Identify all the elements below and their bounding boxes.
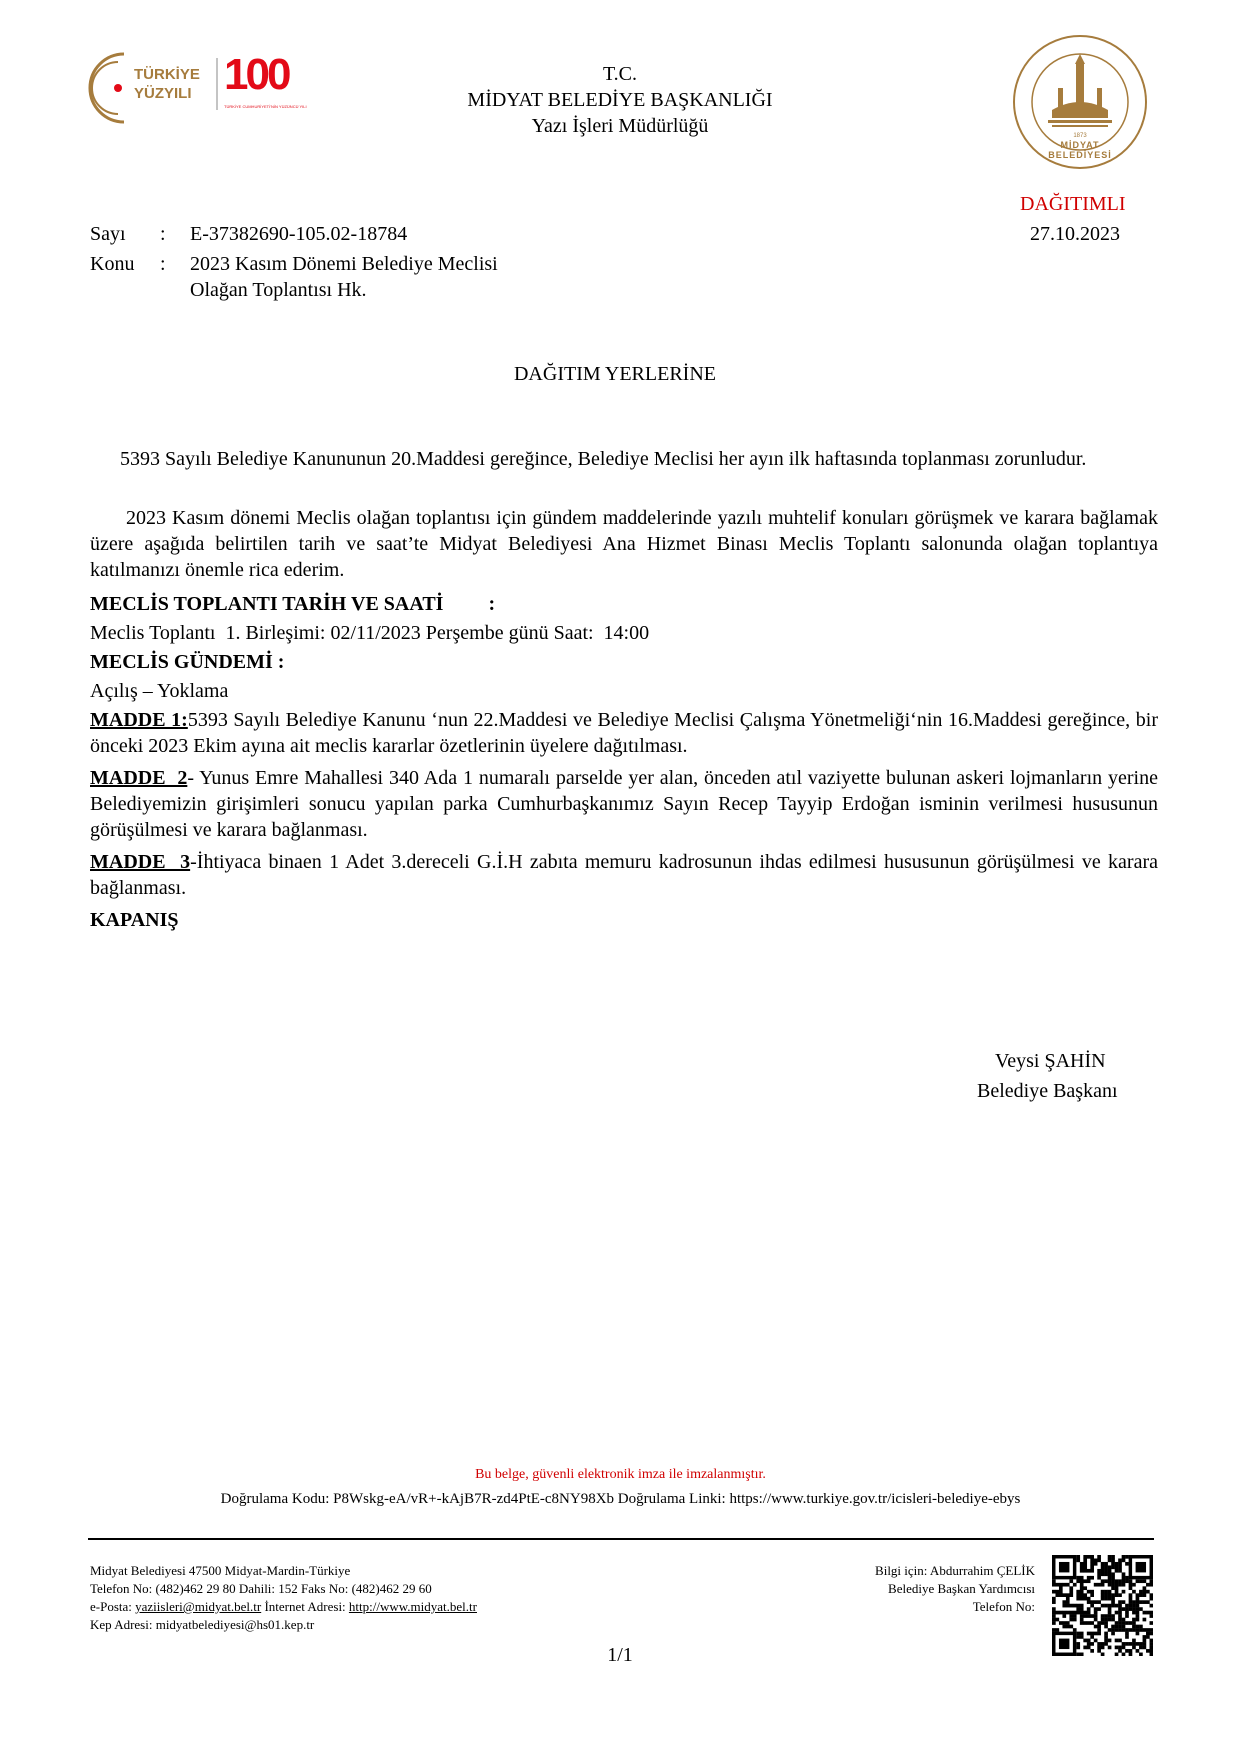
paragraph-2-text: 2023 Kasım dönemi Meclis olağan toplantısı için gündem maddelerinde yazılı muhtelif konuları görüşmek ve karara bağlamak üzere aşağıda belirtilen tarih ve saat’te Midyat Belediyesi Ana Hizmet Binası Meclis Toplantı salonunda olağan toplantıya katılmanızı önemle rica ederim. — [90, 507, 1158, 581]
agenda-heading: MECLİS GÜNDEMİ : — [90, 651, 285, 673]
footer-kep: Kep Adresi: midyatbelediyesi@hs01.kep.tr — [90, 1617, 315, 1632]
qr-code-icon — [1052, 1555, 1153, 1656]
meeting-heading-colon: : — [488, 593, 496, 615]
footer-divider — [88, 1538, 1154, 1540]
signatory-title: Belediye Başkanı — [977, 1080, 1118, 1102]
agenda-item-3-text: -İhtiyaca binaen 1 Adet 3.dereceli G.İ.H zabıta memuru kadrosunun ihdas edilmesi hususunun görüşülmesi ve karara bağlanması. — [90, 851, 1158, 899]
footer-email-label: e-Posta: — [90, 1599, 136, 1614]
sayi-value: E-37382690-105.02-18784 — [190, 223, 408, 245]
konu-line1: 2023 Kasım Dönemi Belediye Meclisi — [190, 253, 498, 275]
agenda-closing: KAPANIŞ — [90, 909, 179, 931]
meeting-heading — [90, 591, 495, 617]
midyat-belediyesi-seal — [1012, 34, 1148, 170]
footer-info-line1: Bilgi için: Abdurrahim ÇELİK — [875, 1563, 1035, 1578]
sayi-colon: : — [160, 223, 166, 245]
logo-text-turkiye: TÜRKİYE — [134, 66, 200, 83]
document-date: 27.10.2023 — [1030, 223, 1120, 245]
logo-100: 100 — [224, 50, 289, 99]
meeting-detail: Meclis Toplantı 1. Birleşimi: 02/11/2023 Perşembe günü Saat: 14:00 — [90, 622, 650, 644]
addressee: DAĞITIM YERLERİNE — [513, 363, 716, 385]
agenda-item-1 — [90, 707, 1158, 759]
paragraph-2 — [90, 505, 1158, 583]
konu-line2: Olağan Toplantısı Hk. — [190, 279, 367, 301]
meeting-heading-text: MECLİS TOPLANTI TARİH VE SAATİ — [90, 593, 444, 615]
seal-year: 1873 — [1073, 133, 1087, 139]
footer-web-link[interactable]: http://www.midyat.bel.tr — [348, 1599, 477, 1614]
logo-text-yuzyili: YÜZYILI — [134, 85, 192, 102]
footer-address: Midyat Belediyesi 47500 Midyat-Mardin-Türkiye — [90, 1563, 351, 1578]
footer-web-label: İnternet Adresi: — [261, 1599, 349, 1614]
header-department: Yazı İşleri Müdürlüğü — [531, 115, 709, 137]
footer-info-line2: Belediye Başkan Yardımcısı — [888, 1581, 1035, 1596]
agenda-item-2-label: MADDE 2 — [90, 767, 188, 789]
agenda-item-3 — [90, 849, 1158, 901]
agenda-item-1-label: MADDE 1: — [90, 709, 188, 731]
agenda-item-1-text: 5393 Sayılı Belediye Kanunu ‘nun 22.Maddesi ve Belediye Meclisi Çalışma Yönetmeliği‘nin 16.Maddesi gereğince, bir önceki 2023 Ekim ayına ait meclis kararlar özetlerinin üyelere dağıtılması. — [90, 709, 1158, 757]
agenda-item-3-label: MADDE 3 — [90, 851, 191, 873]
header-institution: MİDYAT BELEDİYE BAŞKANLIĞI — [467, 89, 773, 111]
distribution-label: DAĞITIMLI — [1020, 193, 1126, 215]
agenda-item-2-text: - Yunus Emre Mahallesi 340 Ada 1 numaralı parselde yer alan, önceden atıl vaziyette bulunan askeri lojmanların yerine Belediyemizin girişimleri sonucu yapılan parka Cumhurbaşkanımız Sayın Recep Tayyip Erdoğan isminin verilmesi hususunun görüşülmesi ve karara bağlanması. — [90, 767, 1158, 841]
sayi-label: Sayı — [90, 223, 126, 245]
footer-email-link[interactable]: yaziisleri@midyat.bel.tr — [135, 1599, 262, 1614]
paragraph-1-text: 5393 Sayılı Belediye Kanununun 20.Maddesi gereğince, Belediye Meclisi her ayın ilk haftasında toplanması zorunludur. — [120, 448, 1087, 470]
verification-line: Doğrulama Kodu: P8Wskg-eA/vR+-kAjB7R-zd4PtE-c8NY98Xb Doğrulama Linki: https://www.turkiye.gov.tr/icisleri-belediye-ebys — [220, 1491, 1021, 1507]
page-number: 1/1 — [607, 1644, 633, 1666]
konu-label: Konu — [90, 253, 135, 275]
signatory-name: Veysi ŞAHİN — [995, 1050, 1106, 1072]
agenda-opening: Açılış – Yoklama — [90, 680, 229, 702]
seal-text: MİDYAT BELEDİYESİ — [1048, 140, 1112, 160]
header-tc: T.C. — [602, 63, 638, 85]
qr-code — [1052, 1555, 1153, 1656]
agenda-item-2 — [90, 765, 1158, 843]
esign-notice: Bu belge, güvenli elektronik imza ile imzalanmıştır. — [475, 1467, 766, 1482]
footer-phone: Telefon No: (482)462 29 80 Dahili: 152 Faks No: (482)462 29 60 — [90, 1581, 432, 1596]
logo-caption: TÜRKİYE CUMHURİYETİ'NİN YÜZÜNCÜ YILI — [224, 104, 307, 109]
footer-info-line3: Telefon No: — [972, 1599, 1035, 1614]
footer-contact — [90, 1598, 477, 1615]
turkiye-yuzyili-logo — [88, 48, 308, 128]
konu-colon: : — [160, 253, 166, 275]
paragraph-1 — [90, 446, 1158, 472]
